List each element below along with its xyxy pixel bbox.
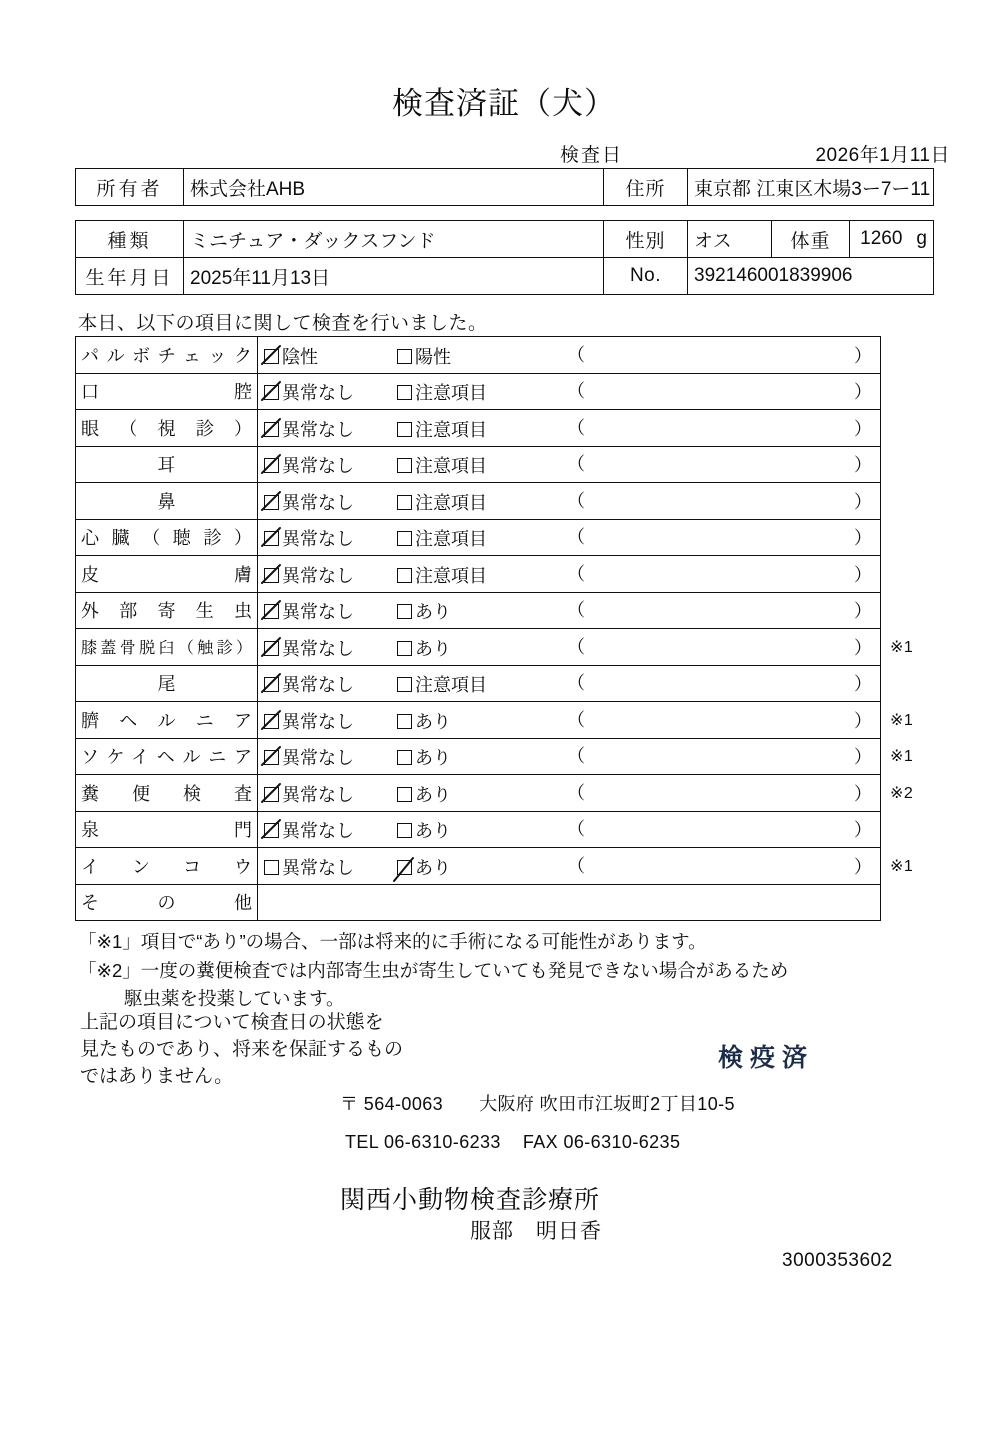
checklist-options-cell bbox=[258, 629, 881, 666]
checklist-options-cell bbox=[258, 446, 881, 483]
checklist-item-label: 耳 bbox=[76, 446, 258, 483]
checklist-option-a-label: 異常なし bbox=[282, 675, 354, 696]
checklist-options-cell bbox=[258, 337, 881, 374]
inspection-checklist-table bbox=[75, 336, 933, 921]
checklist-option-b[interactable] bbox=[397, 416, 567, 442]
checklist-option-a-label: 異常なし bbox=[282, 419, 354, 440]
checkbox-checked-icon[interactable] bbox=[264, 568, 279, 583]
checklist-option-a-label: 異常なし bbox=[282, 383, 354, 404]
remark-paren-close: ） bbox=[854, 418, 872, 439]
remark-paren-open: （ bbox=[567, 782, 585, 803]
checkbox-checked-icon[interactable] bbox=[264, 604, 279, 619]
checklist-options-cell bbox=[258, 811, 881, 848]
checklist-item-label: 糞便検査 bbox=[76, 775, 258, 812]
checklist-item-label: パルボチェック bbox=[76, 337, 258, 374]
checklist-option-a[interactable] bbox=[264, 671, 397, 697]
checklist-option-b-label: あり bbox=[415, 638, 451, 659]
checkbox-icon[interactable] bbox=[397, 750, 412, 765]
checklist-option-b[interactable] bbox=[397, 452, 567, 478]
checklist-footnote-marker bbox=[881, 337, 933, 374]
breed-value: ミニチュア・ダックスフンド bbox=[184, 221, 604, 258]
checklist-option-b-label: 注意項目 bbox=[415, 565, 487, 586]
remark-paren-open: （ bbox=[567, 381, 585, 402]
checkbox-checked-icon[interactable] bbox=[264, 531, 279, 546]
checklist-footnote-marker bbox=[881, 519, 933, 556]
registration-no-label: No. bbox=[604, 258, 688, 295]
checklist-option-a-label: 異常なし bbox=[282, 492, 354, 513]
address-label: 住所 bbox=[604, 169, 688, 206]
checklist-row bbox=[76, 337, 933, 374]
checklist-options-cell bbox=[258, 738, 881, 775]
checklist-item-label: 鼻 bbox=[76, 483, 258, 520]
clinic-tel: TEL 06-6310-6233 bbox=[345, 1132, 501, 1152]
birthdate-label: 生年月日 bbox=[76, 258, 184, 295]
footnote-2-cont: 駆虫薬を投薬しています。 bbox=[124, 988, 345, 1010]
checklist-option-a[interactable] bbox=[264, 708, 397, 734]
remark-paren-close: ） bbox=[854, 637, 872, 658]
checklist-row bbox=[76, 446, 933, 483]
checklist-option-b[interactable] bbox=[397, 343, 567, 369]
checklist-row bbox=[76, 848, 933, 885]
checklist-option-b-label: あり bbox=[415, 821, 451, 842]
checkbox-checked-icon[interactable] bbox=[264, 677, 279, 692]
checklist-row bbox=[76, 738, 933, 775]
disclaimer-line-1: 上記の項目について検査日の状態を bbox=[80, 1012, 384, 1033]
other-footnote-marker bbox=[881, 884, 933, 921]
checklist-option-a-label: 陰性 bbox=[282, 346, 318, 367]
checklist-option-a[interactable] bbox=[264, 817, 397, 843]
remark-paren-close: ） bbox=[854, 710, 872, 731]
owner-label: 所有者 bbox=[76, 169, 184, 206]
checklist-options-cell bbox=[258, 702, 881, 739]
checklist-option-a[interactable] bbox=[264, 379, 397, 405]
checklist-option-b-label: 注意項目 bbox=[415, 492, 487, 513]
checklist-row bbox=[76, 592, 933, 629]
sex-value: オス bbox=[688, 221, 772, 258]
checklist-option-a-label: 異常なし bbox=[282, 529, 354, 550]
checkbox-icon[interactable] bbox=[397, 823, 412, 838]
remark-paren-open: （ bbox=[567, 600, 585, 621]
checklist-footnote-marker bbox=[881, 446, 933, 483]
checklist-item-label: 外部寄生虫 bbox=[76, 592, 258, 629]
checklist-option-a[interactable] bbox=[264, 343, 397, 369]
checklist-row bbox=[76, 629, 933, 666]
remark-paren-open: （ bbox=[567, 673, 585, 694]
remark-paren-close: ） bbox=[854, 455, 872, 476]
checklist-footnote-marker bbox=[881, 483, 933, 520]
checklist-option-a[interactable] bbox=[264, 489, 397, 515]
checklist-option-b-label: 注意項目 bbox=[415, 675, 487, 696]
checklist-option-a[interactable] bbox=[264, 744, 397, 770]
checkbox-icon[interactable] bbox=[397, 422, 412, 437]
checkbox-checked-icon[interactable] bbox=[264, 787, 279, 802]
other-label: その他 bbox=[76, 884, 258, 921]
checkbox-checked-icon[interactable] bbox=[264, 823, 279, 838]
checkbox-icon[interactable] bbox=[397, 349, 412, 364]
checklist-option-b[interactable] bbox=[397, 781, 567, 807]
document-serial-number: 3000353602 bbox=[782, 1250, 893, 1271]
checkbox-icon[interactable] bbox=[397, 458, 412, 473]
checkbox-checked-icon[interactable] bbox=[264, 750, 279, 765]
checklist-option-a-label: 異常なし bbox=[282, 711, 354, 732]
checkbox-icon[interactable] bbox=[397, 714, 412, 729]
remark-paren-close: ） bbox=[854, 564, 872, 585]
address-value: 東京都 江東区木場3ー7ー11 bbox=[688, 169, 934, 206]
checklist-option-b[interactable] bbox=[397, 817, 567, 843]
checkbox-checked-icon[interactable] bbox=[264, 641, 279, 656]
checklist-item-label: ソケイヘルニア bbox=[76, 738, 258, 775]
remark-paren-open: （ bbox=[567, 855, 585, 876]
remark-paren-close: ） bbox=[854, 674, 872, 695]
checklist-option-b[interactable] bbox=[397, 744, 567, 770]
remark-paren-open: （ bbox=[567, 417, 585, 438]
checkbox-icon[interactable] bbox=[397, 568, 412, 583]
checklist-options-cell bbox=[258, 373, 881, 410]
checklist-footnote-marker: ※1 bbox=[890, 638, 914, 656]
checklist-item-label: 眼（視診） bbox=[76, 410, 258, 447]
checklist-option-a-label: 異常なし bbox=[282, 638, 354, 659]
remark-paren-close: ） bbox=[854, 382, 872, 403]
remark-paren-close: ） bbox=[854, 783, 872, 804]
checklist-row bbox=[76, 410, 933, 447]
exam-date-row bbox=[560, 140, 950, 167]
remark-paren-open: （ bbox=[567, 636, 585, 657]
checkbox-checked-icon[interactable] bbox=[264, 385, 279, 400]
checklist-option-b-label: 注意項目 bbox=[415, 456, 487, 477]
checklist-option-a[interactable] bbox=[264, 452, 397, 478]
quarantine-stamp: 検疫済 bbox=[718, 1044, 815, 1072]
remark-paren-close: ） bbox=[854, 747, 872, 768]
remark-paren-open: （ bbox=[567, 709, 585, 730]
registration-no-value: 392146001839906 bbox=[688, 258, 934, 295]
checkbox-icon[interactable] bbox=[397, 495, 412, 510]
weight-label: 体重 bbox=[772, 221, 850, 258]
checkbox-checked-icon[interactable] bbox=[264, 714, 279, 729]
sex-label: 性別 bbox=[604, 221, 688, 258]
checklist-options-cell bbox=[258, 483, 881, 520]
remark-paren-close: ） bbox=[854, 491, 872, 512]
checklist-footnote-marker bbox=[881, 556, 933, 593]
checklist-option-a[interactable] bbox=[264, 598, 397, 624]
checklist-options-cell bbox=[258, 592, 881, 629]
checklist-item-label: 臍ヘルニア bbox=[76, 702, 258, 739]
page-title: 検査済証（犬） bbox=[392, 86, 616, 121]
checklist-row bbox=[76, 811, 933, 848]
checklist-option-a-label: 異常なし bbox=[282, 456, 354, 477]
owner-value: 株式会社AHB bbox=[184, 169, 604, 206]
checklist-footnote-marker bbox=[881, 665, 933, 702]
checklist-option-b[interactable] bbox=[397, 635, 567, 661]
checklist-options-cell bbox=[258, 519, 881, 556]
clinic-address-line bbox=[340, 1090, 735, 1116]
checklist-option-a[interactable] bbox=[264, 525, 397, 551]
checkbox-checked-icon[interactable] bbox=[397, 860, 412, 875]
breed-label: 種類 bbox=[76, 221, 184, 258]
checklist-option-b-label: あり bbox=[415, 748, 451, 769]
clinic-name: 関西小動物検査診療所 bbox=[340, 1186, 601, 1214]
checklist-option-a-label: 異常なし bbox=[282, 565, 354, 586]
remark-paren-close: ） bbox=[854, 820, 872, 841]
clinic-fax: FAX 06-6310-6235 bbox=[522, 1132, 681, 1152]
remark-paren-close: ） bbox=[854, 528, 872, 549]
checklist-option-b[interactable] bbox=[397, 489, 567, 515]
checklist-option-a[interactable] bbox=[264, 781, 397, 807]
checklist-footnote-marker bbox=[881, 811, 933, 848]
checklist-footnote-marker bbox=[881, 373, 933, 410]
checklist-option-b[interactable] bbox=[397, 562, 567, 588]
checklist-option-a-label: 異常なし bbox=[282, 784, 354, 805]
checklist-row bbox=[76, 483, 933, 520]
checkbox-checked-icon[interactable] bbox=[264, 349, 279, 364]
checklist-option-a[interactable] bbox=[264, 854, 397, 880]
checklist-option-b-label: あり bbox=[415, 711, 451, 732]
checkbox-icon[interactable] bbox=[397, 641, 412, 656]
checklist-footnote-marker: ※1 bbox=[890, 748, 914, 766]
checkbox-checked-icon[interactable] bbox=[264, 458, 279, 473]
checklist-options-cell bbox=[258, 775, 881, 812]
checklist-option-b-label: あり bbox=[415, 602, 451, 623]
remark-paren-open: （ bbox=[567, 527, 585, 548]
checklist-row bbox=[76, 775, 933, 812]
pet-info-table bbox=[75, 220, 934, 295]
table-row bbox=[76, 169, 934, 206]
checklist-row bbox=[76, 556, 933, 593]
weight-value-cell bbox=[850, 221, 934, 258]
checklist-options-cell bbox=[258, 665, 881, 702]
checklist-option-a[interactable] bbox=[264, 416, 397, 442]
remark-paren-open: （ bbox=[567, 819, 585, 840]
checklist-row bbox=[76, 373, 933, 410]
checkbox-icon[interactable] bbox=[397, 385, 412, 400]
exam-date-value: 2026年1月11日 bbox=[815, 145, 950, 166]
intro-sentence: 本日、以下の項目に関して検査を行いました。 bbox=[78, 313, 488, 334]
checklist-option-b-label: あり bbox=[415, 857, 451, 878]
checklist-option-b[interactable] bbox=[397, 671, 567, 697]
checklist-option-b[interactable] bbox=[397, 708, 567, 734]
checklist-option-b-label: 陽性 bbox=[415, 346, 451, 367]
footnotes bbox=[78, 928, 788, 1014]
checklist-footnote-marker: ※1 bbox=[890, 711, 914, 729]
footnote-2: 「※2」一度の糞便検査では内部寄生虫が寄生していても発見できない場合があるため bbox=[78, 959, 789, 981]
checklist-item-label: 膝蓋骨脱臼（触診） bbox=[76, 629, 258, 666]
checklist-option-a-label: 異常なし bbox=[282, 821, 354, 842]
checklist-row-other bbox=[76, 884, 933, 921]
checklist-row bbox=[76, 702, 933, 739]
other-value[interactable] bbox=[258, 884, 881, 921]
checklist-option-b[interactable] bbox=[397, 598, 567, 624]
remark-paren-close: ） bbox=[854, 345, 872, 366]
table-row bbox=[76, 258, 934, 295]
remark-paren-open: （ bbox=[567, 490, 585, 511]
weight-unit: g bbox=[916, 228, 927, 249]
checklist-option-a[interactable] bbox=[264, 635, 397, 661]
checklist-options-cell bbox=[258, 556, 881, 593]
remark-paren-close: ） bbox=[854, 856, 872, 877]
checklist-footnote-marker: ※2 bbox=[890, 784, 914, 802]
checklist-option-b-label: あり bbox=[415, 784, 451, 805]
clinic-address: 大阪府 吹田市江坂町2丁目10-5 bbox=[479, 1094, 735, 1114]
checklist-item-label: 心臓（聴診） bbox=[76, 519, 258, 556]
checklist-option-a-label: 異常なし bbox=[282, 748, 354, 769]
checklist-option-b-label: 注意項目 bbox=[415, 383, 487, 404]
checklist-option-b[interactable] bbox=[397, 379, 567, 405]
checklist-option-a[interactable] bbox=[264, 562, 397, 588]
checklist-item-label: 皮膚 bbox=[76, 556, 258, 593]
checklist-item-label: 口腔 bbox=[76, 373, 258, 410]
weight-value: 1260 bbox=[860, 228, 903, 249]
checklist-option-b[interactable] bbox=[397, 854, 567, 880]
checklist-footnote-marker: ※1 bbox=[890, 857, 914, 875]
checklist-item-label: 尾 bbox=[76, 665, 258, 702]
checkbox-icon[interactable] bbox=[264, 860, 279, 875]
checklist-option-b-label: 注意項目 bbox=[415, 529, 487, 550]
checklist-options-cell bbox=[258, 410, 881, 447]
checkbox-checked-icon[interactable] bbox=[264, 495, 279, 510]
checklist-item-label: インコウ bbox=[76, 848, 258, 885]
checklist-option-a-label: 異常なし bbox=[282, 857, 354, 878]
checklist-footnote-marker bbox=[881, 592, 933, 629]
checklist-options-cell bbox=[258, 848, 881, 885]
owner-info-table bbox=[75, 168, 934, 206]
checklist-option-b[interactable] bbox=[397, 525, 567, 551]
disclaimer-line-3: ではありません。 bbox=[80, 1065, 234, 1087]
clinic-veterinarian-name: 服部 明日香 bbox=[470, 1220, 602, 1243]
footnote-1: 「※1」項目で“あり”の場合、一部は将来的に手術になる可能性があります。 bbox=[78, 931, 707, 952]
checklist-option-b-label: 注意項目 bbox=[415, 419, 487, 440]
checklist-footnote-marker bbox=[881, 410, 933, 447]
exam-date-label: 検査日 bbox=[560, 145, 624, 166]
disclaimer bbox=[80, 1010, 403, 1091]
checklist-row bbox=[76, 665, 933, 702]
checklist-option-a-label: 異常なし bbox=[282, 602, 354, 623]
birthdate-value: 2025年11月13日 bbox=[184, 258, 604, 295]
table-row bbox=[76, 221, 934, 258]
checkbox-icon[interactable] bbox=[397, 531, 412, 546]
disclaimer-line-2: 見たものであり、将来を保証するもの bbox=[80, 1038, 404, 1060]
remark-paren-open: （ bbox=[567, 563, 585, 584]
checklist-item-label: 泉門 bbox=[76, 811, 258, 848]
checkbox-icon[interactable] bbox=[397, 677, 412, 692]
checkbox-icon[interactable] bbox=[397, 604, 412, 619]
checkbox-checked-icon[interactable] bbox=[264, 422, 279, 437]
checkbox-icon[interactable] bbox=[397, 787, 412, 802]
remark-paren-open: （ bbox=[567, 746, 585, 767]
clinic-zip: 〒 564-0063 bbox=[340, 1094, 444, 1114]
checklist-row bbox=[76, 519, 933, 556]
remark-paren-open: （ bbox=[567, 344, 585, 365]
remark-paren-open: （ bbox=[567, 454, 585, 475]
clinic-contact-line bbox=[345, 1132, 680, 1153]
remark-paren-close: ） bbox=[854, 601, 872, 622]
